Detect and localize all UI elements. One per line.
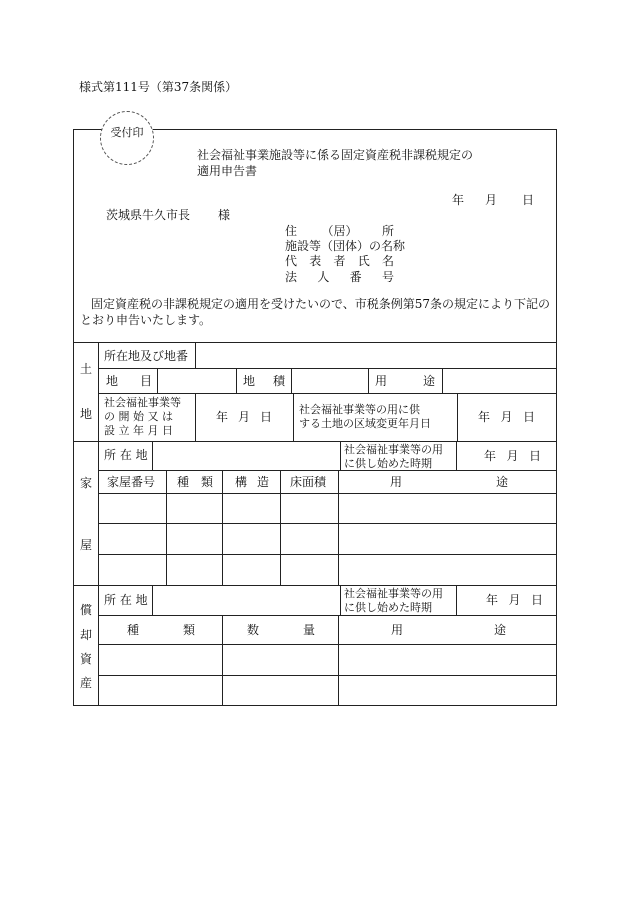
date-month: 月 (485, 193, 498, 207)
land-change-label: 社会福祉事業等の用に供 する土地の区域変更年月日 (299, 403, 431, 430)
date-day: 日 (522, 193, 535, 207)
depreciable-col-use: 用 途 (391, 623, 506, 637)
title-line-1: 社会福祉事業施設等に係る固定資産税非課税規定の (197, 148, 474, 162)
depreciable-side-label-3: 資 (80, 652, 93, 666)
land-side-label-1: 土 (80, 362, 93, 376)
land-start-date[interactable]: 年 月 日 (216, 410, 272, 424)
house-location-field[interactable] (153, 442, 340, 470)
house-col-use: 用 途 (390, 475, 508, 489)
depreciable-location-label: 所 在 地 (104, 593, 148, 607)
addressee-honorific: 様 (218, 208, 231, 222)
statement-line-2: とおり申告いたします。 (80, 313, 212, 327)
depreciable-since-date[interactable]: 年 月 日 (486, 593, 543, 607)
applicant-corporate-number-label: 法 人 番 号 (285, 270, 394, 284)
land-category-label: 地 目 (106, 374, 152, 388)
depreciable-col-quantity: 数 量 (247, 623, 315, 637)
depreciable-since-label: 社会福祉事業等の用 に供し始めた時期 (344, 587, 443, 614)
applicant-facility-name-label: 施設等（団体）の名称 (285, 239, 406, 253)
house-side-label-1: 家 (80, 476, 93, 490)
house-since-date[interactable]: 年 月 日 (484, 449, 541, 463)
house-col-type: 種 類 (177, 475, 213, 489)
statement-line-1: 固定資産税の非課税規定の適用を受けたいので、市税条例第57条の規定により下記の (91, 297, 551, 311)
depreciable-side-label-1: 償 (80, 603, 93, 617)
house-col-number: 家屋番号 (107, 475, 156, 489)
date-year: 年 (452, 193, 465, 207)
land-side-label-2: 地 (80, 407, 93, 421)
house-col-structure: 構 造 (235, 475, 269, 489)
title-line-2: 適用申告書 (197, 164, 258, 178)
land-use-label: 用 途 (375, 374, 435, 388)
reception-stamp-label: 受付印 (110, 126, 144, 139)
land-area-field[interactable] (292, 369, 368, 393)
land-use-field[interactable] (443, 369, 556, 393)
form-number: 様式第111号（第37条関係） (79, 80, 238, 94)
house-side-label-2: 屋 (80, 538, 93, 552)
depreciable-location-field[interactable] (153, 586, 340, 615)
house-since-label: 社会福祉事業等の用 に供し始めた時期 (344, 443, 443, 470)
addressee-name: 茨城県牛久市長 (106, 208, 191, 222)
house-location-label: 所 在 地 (104, 448, 148, 462)
land-area-label: 地 積 (243, 374, 285, 388)
land-location-field[interactable] (196, 343, 556, 368)
applicant-address-label: 住 （居） 所 (285, 224, 394, 238)
applicant-representative-label: 代 表 者 氏 名 (285, 254, 394, 268)
land-change-date[interactable]: 年 月 日 (478, 410, 535, 424)
land-start-label: 社会福祉事業等 の 開 始 又 は 設 立 年 月 日 (104, 396, 181, 437)
land-location-label: 所在地及び地番 (104, 349, 189, 363)
depreciable-col-type: 種 類 (127, 623, 195, 637)
depreciable-side-label-4: 産 (80, 676, 93, 690)
land-category-field[interactable] (158, 369, 236, 393)
house-col-floor-area: 床面積 (290, 475, 327, 489)
depreciable-side-label-2: 却 (80, 628, 93, 642)
